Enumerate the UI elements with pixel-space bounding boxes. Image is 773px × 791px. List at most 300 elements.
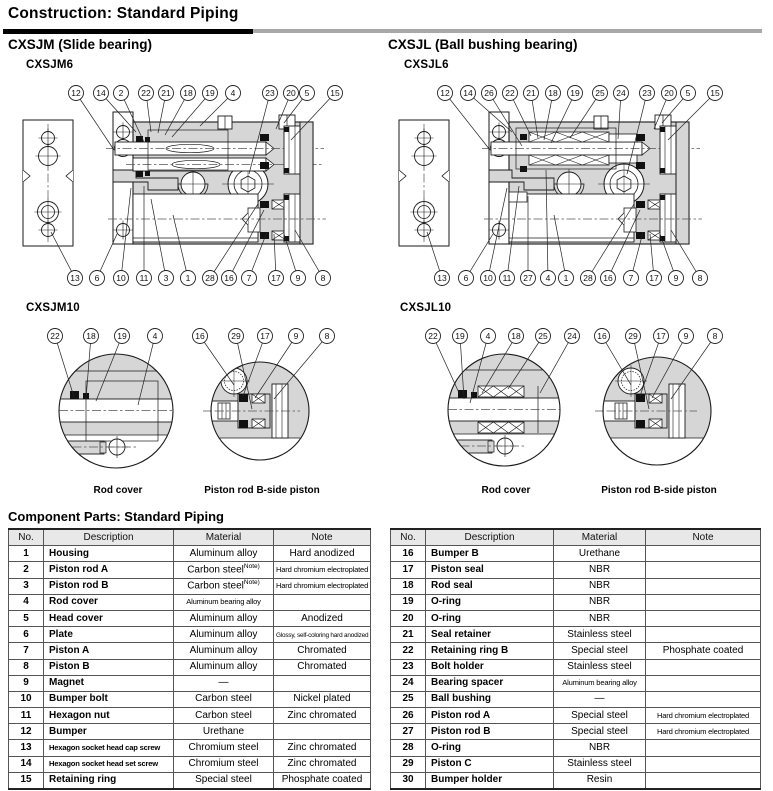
part-description-cell <box>426 724 554 740</box>
part-description: Ball bushing <box>431 693 491 705</box>
callout-number: 13 <box>70 273 80 283</box>
part-no-cell: 21 <box>391 627 426 643</box>
callout-number: 1 <box>185 273 191 283</box>
part-note: Zinc chromated <box>287 758 357 770</box>
cxsjl6-section-diagram <box>394 82 766 294</box>
part-description-cell <box>426 610 554 626</box>
part-material: Aluminum alloy <box>189 628 258 640</box>
part-no-cell: 24 <box>391 675 426 691</box>
callout-number: 4 <box>485 331 491 341</box>
part-description: Housing <box>49 547 89 559</box>
part-description-cell <box>44 594 174 610</box>
part-description-cell <box>44 546 174 562</box>
part-description: Piston seal <box>431 563 484 575</box>
part-no-cell: 25 <box>391 691 426 707</box>
part-description: Piston B <box>49 661 90 673</box>
table-row <box>9 675 371 691</box>
part-description: O-ring <box>431 596 461 608</box>
part-description-cell <box>44 562 174 578</box>
table-row <box>391 691 761 707</box>
part-material: Urethane <box>202 725 245 737</box>
part-note: Zinc chromated <box>287 709 357 721</box>
part-note: Chromated <box>297 661 347 673</box>
detail-caption-piston-jl: Piston rod B-side piston <box>601 485 717 496</box>
part-no-cell: 29 <box>391 756 426 772</box>
detail-caption-rod-cover-jm: Rod cover <box>93 485 143 496</box>
part-note: Glossy, self-coloring hard anodized <box>276 631 369 639</box>
table-row <box>9 659 371 675</box>
callout-number: 21 <box>526 88 536 98</box>
part-material-cell <box>174 643 274 659</box>
part-material-cell <box>174 546 274 562</box>
part-description-cell <box>426 691 554 707</box>
callout-number: 23 <box>265 88 275 98</box>
part-no-cell: 20 <box>391 610 426 626</box>
part-material-cell <box>554 562 646 578</box>
callout-number: 9 <box>673 273 679 283</box>
callout-number: 8 <box>324 331 330 341</box>
part-note: Nickel plated <box>293 693 351 705</box>
part-description: Rod cover <box>49 596 98 608</box>
part-no-cell: 2 <box>9 562 44 578</box>
part-note-cell <box>274 756 371 772</box>
part-note-cell <box>646 546 761 562</box>
callout-number: 25 <box>595 88 605 98</box>
part-no-cell: 22 <box>391 643 426 659</box>
part-material-cell <box>174 724 274 740</box>
material-footnote-marker: Note) <box>243 563 260 571</box>
part-description-cell <box>44 643 174 659</box>
part-description-cell <box>426 756 554 772</box>
part-note: Hard chromium electroplated <box>656 726 750 736</box>
part-no-cell: 9 <box>9 675 44 691</box>
callout-number: 22 <box>428 331 438 341</box>
part-material-cell <box>174 740 274 756</box>
part-description: Piston rod A <box>49 563 109 575</box>
model-label-cxsjm10: CXSJM10 <box>26 302 80 314</box>
part-no-cell: 8 <box>9 659 44 675</box>
table-row <box>391 740 761 756</box>
part-description: O-ring <box>431 742 461 754</box>
table-row <box>9 756 371 772</box>
model-label-cxsjl6: CXSJL6 <box>404 59 449 71</box>
callout-number: 14 <box>463 88 473 98</box>
part-material: Stainless steel <box>567 661 632 673</box>
part-description-cell <box>426 659 554 675</box>
part-description: Piston rod A <box>431 709 491 721</box>
callout-number: 18 <box>511 331 521 341</box>
part-material: Aluminum bearing alloy <box>562 678 637 688</box>
table-row <box>391 610 761 626</box>
table-row <box>391 772 761 789</box>
callout-number: 12 <box>71 88 81 98</box>
table-row <box>9 643 371 659</box>
part-note-cell <box>274 578 371 594</box>
part-description: Bumper bolt <box>49 693 108 705</box>
part-material-cell <box>554 708 646 724</box>
part-description: Magnet <box>49 677 84 689</box>
part-note: Phosphate coated <box>662 644 744 656</box>
part-description-cell <box>44 691 174 707</box>
table-row <box>9 708 371 724</box>
part-no-cell: 10 <box>9 691 44 707</box>
part-note: Hard anodized <box>289 547 355 559</box>
callout-number: 5 <box>685 88 691 98</box>
part-description: Hexagon socket head cap screw <box>49 743 161 753</box>
callout-number: 7 <box>246 273 252 283</box>
callout-number: 17 <box>656 331 666 341</box>
part-note-cell <box>274 610 371 626</box>
part-description-cell <box>44 756 174 772</box>
detail-caption-rod-cover-jl: Rod cover <box>481 485 531 496</box>
callout-number: 6 <box>463 273 469 283</box>
model-label-cxsjl10: CXSJL10 <box>400 302 452 314</box>
part-material-cell <box>554 659 646 675</box>
callout-number: 18 <box>548 88 558 98</box>
part-description-cell <box>426 675 554 691</box>
part-note-cell <box>646 724 761 740</box>
part-no-cell: 19 <box>391 594 426 610</box>
callout-number: 29 <box>231 331 241 341</box>
table-row <box>391 562 761 578</box>
material-footnote-marker: Note) <box>243 579 260 587</box>
part-note-cell <box>646 643 761 659</box>
column-header: Description <box>44 529 174 546</box>
table-row <box>9 562 371 578</box>
callout-number: 14 <box>96 88 106 98</box>
part-description: Piston rod B <box>49 580 109 592</box>
callout-number: 22 <box>50 331 60 341</box>
callout-number: 19 <box>570 88 580 98</box>
part-material: Stainless steel <box>567 628 632 640</box>
part-description: Bolt holder <box>431 661 484 673</box>
column-header: Material <box>554 529 646 546</box>
part-note-cell <box>646 756 761 772</box>
part-note-cell <box>274 740 371 756</box>
column-header: Note <box>646 529 761 546</box>
part-description-cell <box>44 610 174 626</box>
part-description: Rod seal <box>431 580 473 592</box>
column-header: Description <box>426 529 554 546</box>
callout-number: 11 <box>139 273 149 283</box>
part-note-cell <box>274 708 371 724</box>
part-no-cell: 3 <box>9 578 44 594</box>
part-no-cell: 30 <box>391 772 426 789</box>
part-note-cell <box>274 675 371 691</box>
callout-number: 11 <box>502 273 512 283</box>
part-material: Aluminum alloy <box>189 547 258 559</box>
part-note-cell <box>646 708 761 724</box>
cylinder-cross-section <box>23 112 326 246</box>
table-row <box>9 691 371 707</box>
part-description: Piston A <box>49 644 90 656</box>
callout-number: 12 <box>440 88 450 98</box>
callout-number: 16 <box>224 273 234 283</box>
part-note-cell <box>274 772 371 789</box>
part-note-cell <box>274 643 371 659</box>
callout-number: 6 <box>94 273 100 283</box>
part-description-cell <box>44 675 174 691</box>
callout-number: 26 <box>484 88 494 98</box>
part-note-cell <box>646 562 761 578</box>
part-no-cell: 23 <box>391 659 426 675</box>
callout-number: 1 <box>563 273 569 283</box>
part-material: NBR <box>588 580 611 592</box>
part-material-cell <box>174 627 274 643</box>
part-description: Plate <box>49 628 73 640</box>
callout-number: 16 <box>603 273 613 283</box>
cxsjm10-detail-diagram <box>18 323 378 501</box>
callout-number: 20 <box>286 88 296 98</box>
part-note-cell <box>646 675 761 691</box>
title-rule-black <box>3 29 253 34</box>
table-row <box>9 546 371 562</box>
part-note-cell <box>274 627 371 643</box>
callout-number: 21 <box>161 88 171 98</box>
callout-number: 27 <box>523 273 533 283</box>
callout-number: 4 <box>152 331 158 341</box>
part-material-cell <box>174 708 274 724</box>
part-material-cell <box>174 659 274 675</box>
part-note: Hard chromium electroplated <box>656 710 750 720</box>
part-note: Chromated <box>297 644 347 656</box>
part-note-cell <box>274 546 371 562</box>
part-description: Retaining ring <box>49 774 117 786</box>
part-description-cell <box>426 627 554 643</box>
part-note-cell <box>646 578 761 594</box>
column-header: Note <box>274 529 371 546</box>
part-description-cell <box>426 578 554 594</box>
callout-number: 10 <box>483 273 493 283</box>
section-heading-cxsjm: CXSJM (Slide bearing) <box>8 37 153 52</box>
part-material: Aluminum bearing alloy <box>186 597 261 607</box>
part-material: Aluminum alloy <box>189 661 258 673</box>
part-material: Aluminum alloy <box>189 644 258 656</box>
part-no-cell: 14 <box>9 756 44 772</box>
part-material: NBR <box>588 742 611 754</box>
callout-number: 15 <box>330 88 340 98</box>
callout-number: 19 <box>117 331 127 341</box>
part-note-cell <box>274 659 371 675</box>
part-material-cell <box>554 724 646 740</box>
callout-number: 4 <box>545 273 551 283</box>
part-no-cell: 11 <box>9 708 44 724</box>
part-no-cell: 26 <box>391 708 426 724</box>
part-description: Hexagon socket head set screw <box>49 759 158 769</box>
column-header: Material <box>174 529 274 546</box>
part-material: Chromium steel <box>188 758 259 770</box>
callout-number: 29 <box>628 331 638 341</box>
part-note-cell <box>646 772 761 789</box>
part-material: Chromium steel <box>188 742 259 754</box>
part-material: NBR <box>588 612 611 624</box>
callout-number: 2 <box>118 88 124 98</box>
callout-number: 25 <box>538 331 548 341</box>
part-no-cell: 15 <box>9 772 44 789</box>
callout-number: 13 <box>437 273 447 283</box>
part-note: Hard chromium electroplated <box>276 581 369 591</box>
part-description-cell <box>426 708 554 724</box>
table-row <box>9 594 371 610</box>
part-material-cell <box>554 627 646 643</box>
callout-number: 3 <box>163 273 169 283</box>
title-rule-gray <box>253 29 762 33</box>
part-material: Urethane <box>578 547 621 559</box>
callout-number: 22 <box>505 88 515 98</box>
part-material: — <box>594 693 605 705</box>
part-description-cell <box>426 546 554 562</box>
table-row <box>9 772 371 789</box>
table-row <box>9 627 371 643</box>
part-material: Special steel <box>571 709 628 721</box>
part-note-cell <box>274 594 371 610</box>
callout-number: 9 <box>295 273 301 283</box>
callout-number: 15 <box>710 88 720 98</box>
part-description-cell <box>44 740 174 756</box>
part-material-cell <box>554 546 646 562</box>
part-material-cell <box>554 675 646 691</box>
part-material: Special steel <box>571 725 628 737</box>
table-row <box>9 740 371 756</box>
callout-number: 24 <box>567 331 577 341</box>
column-header: No. <box>391 529 426 546</box>
part-note-cell <box>274 691 371 707</box>
table-row <box>391 756 761 772</box>
part-note-cell <box>274 562 371 578</box>
part-material-cell <box>174 610 274 626</box>
part-description: Bearing spacer <box>431 677 504 689</box>
part-material-cell <box>554 594 646 610</box>
callout-number: 19 <box>205 88 215 98</box>
part-description: Bumper holder <box>431 774 503 786</box>
callout-number: 17 <box>649 273 659 283</box>
part-material: NBR <box>588 563 611 575</box>
table-row <box>9 578 371 594</box>
column-header: No. <box>9 529 44 546</box>
part-no-cell: 13 <box>9 740 44 756</box>
part-material: Special steel <box>195 774 252 786</box>
table-row <box>9 724 371 740</box>
part-description: Bumper <box>49 725 87 737</box>
part-no-cell: 7 <box>9 643 44 659</box>
part-material-cell <box>554 578 646 594</box>
detail-caption-piston-jm: Piston rod B-side piston <box>204 485 320 496</box>
part-description: Bumper B <box>431 547 479 559</box>
callout-number: 8 <box>712 331 718 341</box>
part-no-cell: 6 <box>9 627 44 643</box>
part-no-cell: 12 <box>9 724 44 740</box>
part-description: Head cover <box>49 612 103 624</box>
part-note-cell <box>646 691 761 707</box>
part-material: Carbon steel <box>187 580 244 592</box>
part-no-cell: 17 <box>391 562 426 578</box>
part-description-cell <box>426 643 554 659</box>
table-row <box>391 659 761 675</box>
callout-number: 16 <box>597 331 607 341</box>
part-material-cell <box>554 772 646 789</box>
component-parts-table-right <box>390 528 761 790</box>
callout-number: 16 <box>195 331 205 341</box>
part-material-cell <box>174 772 274 789</box>
part-description: Retaining ring B <box>431 644 509 656</box>
part-description-cell <box>426 772 554 789</box>
part-note-cell <box>646 594 761 610</box>
callout-number: 28 <box>205 273 215 283</box>
part-material: Special steel <box>571 644 628 656</box>
callout-number: 18 <box>86 331 96 341</box>
part-material-cell <box>174 578 274 594</box>
part-material-cell <box>174 562 274 578</box>
cylinder-cross-section <box>399 112 702 246</box>
callout-number: 22 <box>141 88 151 98</box>
part-material-cell <box>554 740 646 756</box>
part-note-cell <box>274 724 371 740</box>
piston-b-detail <box>192 362 309 487</box>
callout-number: 17 <box>260 331 270 341</box>
part-note-cell <box>646 659 761 675</box>
table-row <box>391 594 761 610</box>
callout-number: 7 <box>628 273 634 283</box>
callout-number: 18 <box>183 88 193 98</box>
table-row <box>9 610 371 626</box>
part-no-cell: 16 <box>391 546 426 562</box>
cxsjm6-section-diagram <box>18 82 378 294</box>
part-description-cell <box>44 659 174 675</box>
part-material: NBR <box>588 596 611 608</box>
callout-number: 4 <box>230 88 236 98</box>
part-note: Phosphate coated <box>281 774 363 786</box>
callout-number: 9 <box>293 331 299 341</box>
part-no-cell: 4 <box>9 594 44 610</box>
piston-b-detail <box>589 357 711 492</box>
callout-number: 23 <box>642 88 652 98</box>
part-material: Resin <box>586 774 613 786</box>
part-material-cell <box>174 691 274 707</box>
part-material-cell <box>554 643 646 659</box>
part-material-cell <box>174 756 274 772</box>
callout-number: 8 <box>697 273 703 283</box>
model-label-cxsjm6: CXSJM6 <box>26 59 74 71</box>
callout-number: 5 <box>304 88 310 98</box>
page-title: Construction: Standard Piping <box>8 5 239 22</box>
part-no-cell: 5 <box>9 610 44 626</box>
part-material-cell <box>174 594 274 610</box>
callout-number: 9 <box>683 331 689 341</box>
part-description: Piston C <box>431 758 472 770</box>
part-no-cell: 18 <box>391 578 426 594</box>
part-material-cell <box>554 691 646 707</box>
table-row <box>391 675 761 691</box>
callout-number: 8 <box>320 273 326 283</box>
part-description-cell <box>426 594 554 610</box>
callout-number: 10 <box>116 273 126 283</box>
part-description: O-ring <box>431 612 461 624</box>
part-description-cell <box>44 627 174 643</box>
table-row <box>391 578 761 594</box>
part-note: Zinc chromated <box>287 742 357 754</box>
part-note-cell <box>646 610 761 626</box>
part-material: Stainless steel <box>567 758 632 770</box>
part-note-cell <box>646 627 761 643</box>
part-description: Hexagon nut <box>49 709 110 721</box>
part-description-cell <box>44 708 174 724</box>
part-material: Aluminum alloy <box>189 612 258 624</box>
part-note-cell <box>646 740 761 756</box>
part-no-cell: 27 <box>391 724 426 740</box>
part-description-cell <box>44 724 174 740</box>
part-description: Piston rod B <box>431 725 491 737</box>
callout-number: 20 <box>664 88 674 98</box>
